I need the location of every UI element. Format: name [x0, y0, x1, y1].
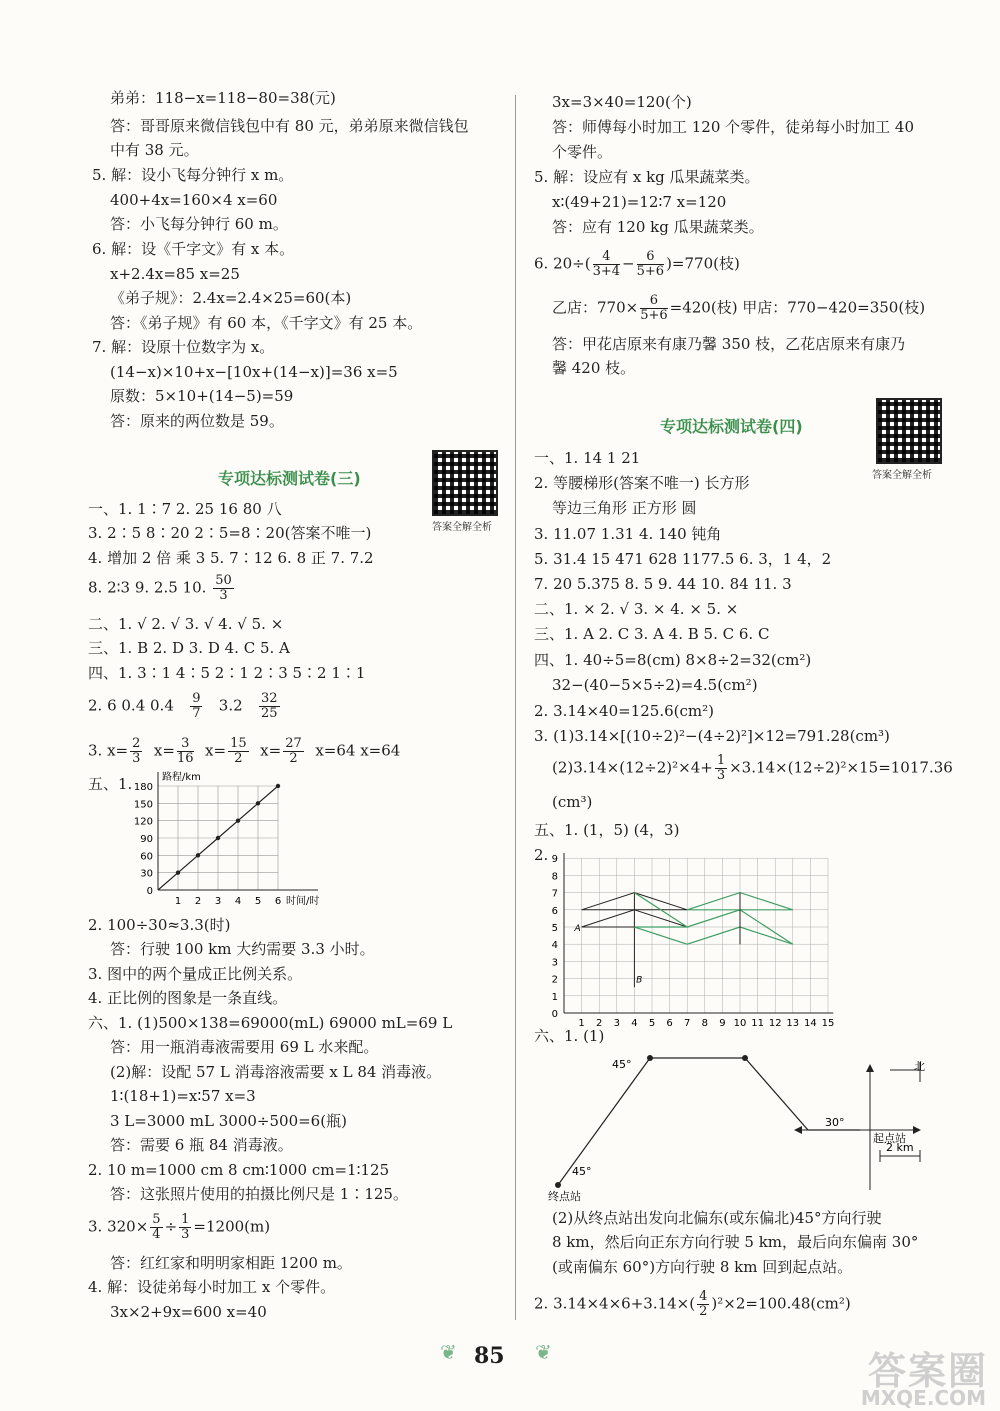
- x-tick-label: 12: [768, 1018, 782, 1029]
- answer-line: 四、1. 3∶1 4∶5 2∶1 2∶3 5∶2 1∶1: [88, 664, 366, 682]
- x-tick-label: 4: [631, 1018, 638, 1029]
- x-tick-label: 4: [234, 896, 242, 907]
- x-tick-label: 6: [666, 1018, 673, 1029]
- y-tick-label: 60: [140, 851, 153, 863]
- answer-line: (2)从终点站出发向北偏东(或东偏北)45°方向行驶: [552, 1209, 882, 1227]
- leaf-icon: ❦: [440, 1340, 457, 1364]
- answer-line: 3. (1)3.14×[(10÷2)²−(4÷2)²]×12=791.28(cm³): [534, 727, 890, 745]
- answer-line: 六、1. (1)500×138=69000(mL) 69000 mL=69 L: [88, 1014, 453, 1032]
- answer-line: 2. 10 m=1000 cm 8 cm∶1000 cm=1∶125: [88, 1161, 390, 1179]
- text-line: 馨 420 枝。: [552, 359, 636, 377]
- answer-line: 答：用一瓶消毒液需要用 69 L 水来配。: [110, 1038, 379, 1056]
- qr-code-icon[interactable]: [432, 450, 498, 516]
- answer-line: 4. 正比例的图象是一条直线。: [88, 989, 288, 1007]
- fraction: $\frac{27}{2}$: [285, 736, 302, 766]
- text-line: 个零件。: [552, 143, 613, 161]
- answer-line: 五、1.: [88, 775, 133, 793]
- answer-line: 五、1. (1，5) (4，3): [534, 821, 680, 839]
- x-tick-label: 2: [596, 1018, 603, 1029]
- x-tick-label: 7: [684, 1018, 691, 1029]
- qr-code-icon[interactable]: [876, 398, 942, 464]
- answer-line: 二、1. √ 2. √ 3. √ 4. √ 5. ×: [88, 615, 284, 633]
- page-number: 85: [474, 1343, 505, 1369]
- text-line: 5. 解：设小飞每分钟行 x m。: [92, 166, 294, 184]
- y-tick-label: 180: [133, 782, 153, 793]
- text-line: 6. 20÷( $\frac{4}{3+4}$ − $\frac{6}{5+6}$ )=770(枝): [534, 249, 740, 279]
- answer-line: 一、1. 14 1 21: [534, 449, 641, 467]
- x-tick-label: 6: [274, 896, 282, 907]
- answer-line: 4. 增加 2 倍 乘 3 5. 7∶12 6. 8 正 7. 7.2: [88, 549, 374, 567]
- answer-line: 答：需要 6 瓶 84 消毒液。: [110, 1136, 293, 1154]
- start-station-label: 起点站: [873, 1132, 906, 1145]
- scale-label: 2 km: [886, 1141, 914, 1154]
- section-title: 专项达标测试卷(三): [218, 469, 361, 488]
- answer-line: (或南偏东 60°)方向行驶 8 km 回到起点站。: [552, 1258, 853, 1276]
- text-line: 答：小飞每分钟行 60 m。: [110, 215, 288, 233]
- answer-line: 答：这张照片使用的拍摄比例尺是 1∶125。: [110, 1185, 408, 1203]
- qr-caption: 答案全解全析: [872, 470, 932, 481]
- answer-line: 答：行驶 100 km 大约需要 3.3 小时。: [110, 940, 375, 958]
- answer-line: 1∶(18+1)=x∶57 x=3: [110, 1087, 256, 1105]
- y-tick-label: 2: [551, 974, 558, 986]
- answer-line: 2. 6 0.4 0.4 $\frac{9}{7}$ 3.2 $\frac{32}{25}$: [88, 691, 278, 721]
- y-tick-label: 150: [133, 799, 153, 811]
- text-line: x∶(49+21)=12∶7 x=120: [552, 193, 727, 211]
- x-tick-label: 2: [194, 896, 202, 907]
- x-tick-label: 14: [804, 1018, 817, 1029]
- y-tick-label: 9: [551, 854, 558, 866]
- text-line: 《弟子规》：2.4x=2.4×25=60(本): [110, 289, 352, 307]
- answer-line: 3. 图中的两个量成正比例关系。: [88, 965, 303, 983]
- fraction: $\frac{32}{25}$: [260, 691, 278, 721]
- y-tick-label: 4: [551, 940, 558, 952]
- qr-caption: 答案全解全析: [432, 522, 492, 533]
- text-line: 答：哥哥原来微信钱包中有 80 元，弟弟原来微信钱包: [110, 117, 469, 135]
- y-tick-label: 120: [133, 816, 153, 828]
- answer-line: 答：红红家和明明家相距 1200 m。: [110, 1254, 352, 1272]
- fraction: $\frac{6}{5+6}$: [636, 249, 665, 279]
- answer-line: 5. 31.4 15 471 628 1177.5 6. 3，1 4，2: [534, 550, 832, 568]
- x-tick-label: 5: [648, 1018, 656, 1029]
- coordinate-grid-figure: [540, 845, 860, 1029]
- text-line: 5. 解：设应有 x kg 瓜果蔬菜类。: [534, 168, 760, 186]
- x-tick-label: 8: [701, 1018, 708, 1029]
- text-line: x+2.4x=85 x=25: [110, 265, 240, 283]
- data-point: [276, 784, 280, 788]
- answer-line: 3. 2∶5 8∶20 2∶5=8∶20(答案不唯一): [88, 524, 372, 542]
- answer-line: 三、1. A 2. C 3. A 4. B 5. C 6. C: [534, 625, 770, 643]
- y-tick-label: 90: [140, 834, 153, 845]
- text-line: 400+4x=160×4 x=60: [110, 191, 278, 209]
- watermark-url: MXQE.COM: [860, 1386, 986, 1410]
- text-line: 6. 解：设《千字文》有 x 本。: [92, 240, 295, 258]
- answer-line: 等边三角形 正方形 圆: [552, 499, 697, 517]
- answer-line: 2. 3.14×40=125.6(cm²): [534, 702, 714, 720]
- point-label-b: B: [636, 975, 643, 986]
- text-line: 答：甲花店原来有康乃馨 350 枝，乙花店原来有康乃: [552, 335, 906, 353]
- x-axis-label: 时间/时: [286, 896, 320, 907]
- fraction: $\frac{1}{3}$: [716, 753, 726, 783]
- answer-line: 4. 解：设徒弟每小时加工 x 个零件。: [88, 1278, 336, 1296]
- answer-line: 32−(40−5×5÷2)=4.5(cm²): [552, 676, 758, 694]
- data-point: [256, 801, 260, 805]
- route-map-figure: [540, 1050, 950, 1203]
- answer-line: 3x×2+9x=600 x=40: [110, 1303, 267, 1321]
- answer-line: 三、1. B 2. D 3. D 4. C 5. A: [88, 639, 290, 657]
- answer-line: 2. 等腰梯形(答案不唯一) 长方形: [534, 474, 750, 492]
- fraction: $\frac{1}{3}$: [181, 1212, 190, 1242]
- x-tick-label: 1: [578, 1018, 585, 1029]
- answer-line: 二、1. × 2. √ 3. × 4. × 5. ×: [534, 600, 739, 618]
- text-line: 7. 解：设原十位数字为 x。: [92, 338, 275, 356]
- answer-line: 2. 100÷30≈3.3(时): [88, 916, 231, 934]
- fraction: $\frac{5}{4}$: [152, 1212, 161, 1242]
- answer-line: 8. 2∶3 9. 2.5 10. $\frac{50}{3}$: [88, 573, 232, 603]
- data-point: [176, 870, 180, 874]
- x-tick-label: 3: [214, 896, 222, 907]
- text-line: 答：《弟子规》有 60 本，《千字文》有 25 本。: [110, 314, 423, 332]
- x-tick-label: 1: [174, 896, 182, 907]
- answer-line: (2)解：设配 57 L 消毒溶液需要 x L 84 消毒液。: [110, 1063, 442, 1081]
- fraction: $\frac{4}{3+4}$: [592, 249, 621, 279]
- point-label-a: A: [574, 924, 581, 934]
- column-divider: [515, 95, 516, 1320]
- y-tick-label: 6: [551, 905, 558, 917]
- x-tick-label: 15: [821, 1018, 835, 1029]
- fraction: $\frac{3}{16}$: [176, 736, 194, 766]
- y-axis-label: 路程/km: [162, 772, 201, 783]
- y-tick-label: 5: [551, 923, 558, 934]
- answer-line: 六、1. (1): [534, 1027, 605, 1045]
- answer-line: (cm³): [552, 793, 593, 811]
- fraction: $\frac{15}{2}$: [230, 736, 247, 766]
- y-tick-label: 1: [551, 991, 558, 1003]
- data-point: [196, 853, 200, 857]
- end-station-label: 终点站: [548, 1190, 581, 1203]
- answer-line: 四、1. 40÷5=8(cm) 8×8÷2=32(cm²): [534, 651, 812, 669]
- text-line: 答：应有 120 kg 瓜果蔬菜类。: [552, 218, 764, 236]
- fraction: $\frac{6}{5+6}$: [640, 293, 668, 323]
- y-tick-label: 0: [146, 886, 153, 897]
- y-tick-label: 8: [551, 871, 558, 883]
- text-line: 答：师傅每小时加工 120 个零件，徒弟每小时加工 40: [552, 118, 915, 136]
- text-line: 3x=3×40=120(个): [552, 93, 692, 111]
- text-line: 原数：5×10+(14−5)=59: [110, 387, 294, 405]
- x-tick-label: 5: [254, 896, 262, 907]
- text-line: 中有 38 元。: [110, 141, 199, 159]
- angle-label: 30°: [825, 1116, 845, 1129]
- x-tick-label: 13: [786, 1018, 800, 1029]
- leaf-icon: ❦: [535, 1340, 552, 1364]
- data-point: [216, 836, 220, 840]
- fraction: $\frac{4}{2}$: [699, 1289, 708, 1319]
- north-label: 北: [914, 1060, 925, 1073]
- x-tick-label: 9: [719, 1018, 726, 1029]
- x-tick-label: 3: [613, 1018, 620, 1029]
- section-title: 专项达标测试卷(四): [660, 417, 803, 436]
- fraction: $\frac{9}{7}$: [192, 691, 201, 721]
- answer-line: (2)3.14×(12÷2)²×4+ $\frac{1}{3}$ ×3.14×(12÷2)²×15=1017.36: [552, 753, 953, 783]
- text-line: 弟弟：118−x=118−80=38(元): [110, 89, 336, 107]
- answer-line: 一、1. 1∶7 2. 25 16 80 八: [88, 500, 282, 518]
- x-tick-label: 10: [733, 1018, 747, 1029]
- angle-label: 45°: [572, 1165, 592, 1178]
- y-tick-label: 3: [551, 957, 558, 969]
- watermark-logo: 答案圈: [867, 1349, 988, 1393]
- answer-line: 2.: [534, 846, 549, 864]
- answer-line: 3. 320× $\frac{5}{4}$ ÷ $\frac{1}{3}$ =1200(m): [88, 1212, 271, 1242]
- x-tick-label: 11: [751, 1018, 764, 1029]
- answer-line: 8 km，然后向正东方向行驶 5 km，最后向东偏南 30°: [552, 1233, 919, 1251]
- answer-line: 3. x= $\frac{2}{3}$ x= $\frac{3}{16}$ x= $\frac{15}{2}$ x= $\frac{27}{2}$ x=64 x=64: [88, 736, 401, 766]
- y-tick-label: 7: [551, 888, 558, 900]
- answer-line: 7. 20 5.375 8. 5 9. 44 10. 84 11. 3: [534, 575, 792, 593]
- angle-label: 45°: [612, 1058, 632, 1071]
- y-tick-label: 0: [551, 1009, 558, 1020]
- fraction: $\frac{50}{3}$: [215, 573, 232, 603]
- text-line: 答：原来的两位数是 59。: [110, 412, 284, 430]
- fraction: $\frac{2}{3}$: [132, 736, 141, 766]
- distance-time-chart: [118, 772, 328, 912]
- text-line: (14−x)×10+x−[10x+(14−x)]=36 x=5: [110, 363, 398, 381]
- answer-line: 2. 3.14×4×6+3.14×( $\frac{4}{2}$ )²×2=100.48(cm²): [534, 1289, 851, 1319]
- answer-line: 3. 11.07 1.31 4. 140 钝角: [534, 525, 722, 543]
- data-point: [236, 818, 240, 822]
- y-tick-label: 30: [140, 868, 153, 880]
- text-line: 乙店：770× $\frac{6}{5+6}$ =420(枝) 甲店：770−420=350(枝): [552, 293, 926, 323]
- answer-line: 3 L=3000 mL 3000÷500=6(瓶): [110, 1112, 347, 1130]
